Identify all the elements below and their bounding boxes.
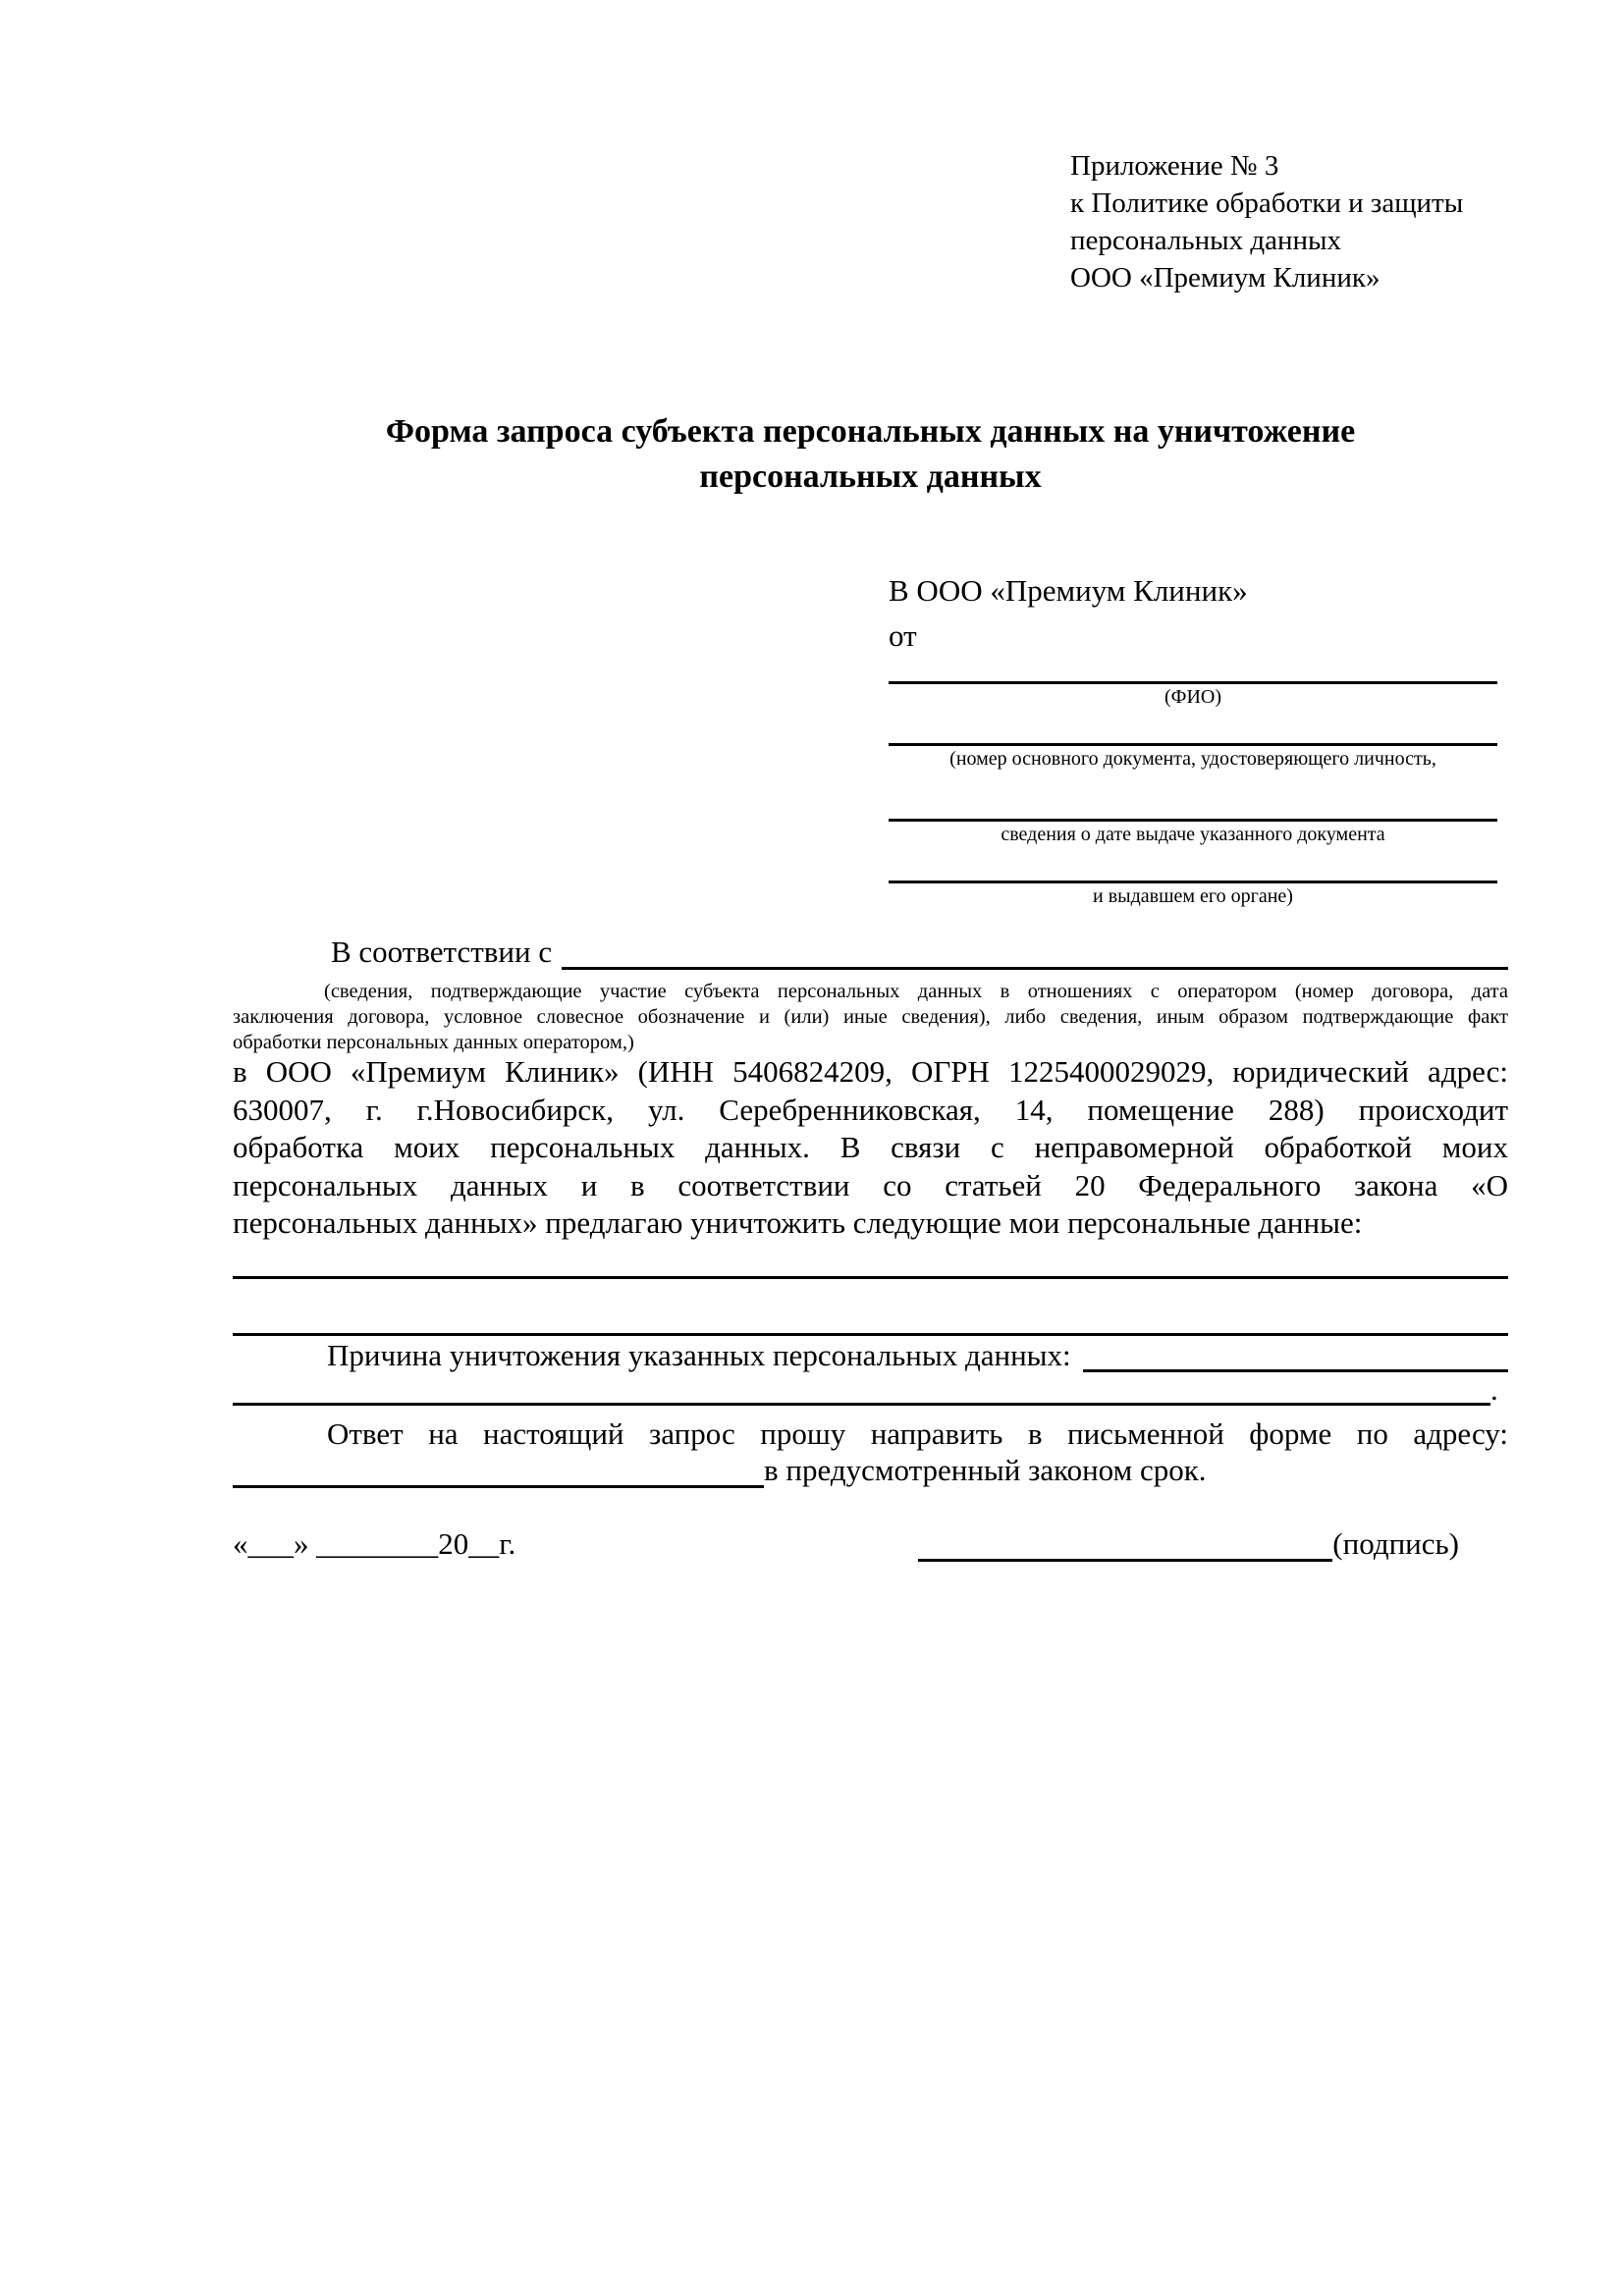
note-line: заключения договора, условное словесное обозначение и (или) иные сведения), либо сведения, иным образом подтверждающие факт: [233, 1006, 1508, 1028]
annex-line: Приложение № 3: [1070, 150, 1279, 182]
reason-period: .: [1490, 1372, 1498, 1407]
signature-block: [918, 1524, 1459, 1564]
body-line: 630007, г. г.Новосибирск, ул. Серебренниковская, 14, помещение 288) происходит: [233, 1092, 1508, 1127]
addressee-to: В ООО «Премиум Клиник»: [889, 573, 1248, 608]
body-line: персональных данных и в соответствии со статьей 20 Федерального закона «О: [233, 1167, 1508, 1202]
accordance-blank-line: [562, 967, 1508, 970]
addressee-block: [889, 571, 1497, 909]
note-line: (сведения, подтверждающие участие субъекта персональных данных в отношениях с оператором (номер договора, дата: [324, 981, 1508, 1002]
note-paragraph: [233, 979, 1508, 1055]
footer-row: [233, 1524, 1508, 1564]
annex-line: персональных данных: [1070, 225, 1342, 256]
reason-blank-line: [1083, 1369, 1508, 1372]
issuing-authority-blank-line: [889, 847, 1497, 883]
accordance-label: В соответствии с: [331, 934, 553, 969]
note-line: обработки персональных данных оператором,): [233, 1032, 634, 1053]
body-line: обработка моих персональных данных. В связи с неправомерной обработкой моих: [233, 1130, 1508, 1164]
document-title: [233, 409, 1508, 500]
title-line: персональных данных: [699, 458, 1042, 495]
issuing-authority-caption: и выдавшем его органе): [1093, 885, 1293, 907]
address-blank-line: [233, 1485, 764, 1488]
annex-line: ООО «Премиум Клиник»: [1070, 262, 1380, 294]
reason-continuation-blank-line: [233, 1403, 1490, 1406]
signature-caption: (подпись): [1332, 1526, 1459, 1561]
body-paragraph: [233, 1053, 1508, 1243]
reason-row: [233, 1337, 1508, 1374]
response-address-row: [233, 1451, 1508, 1490]
doc-number-blank-line: [889, 710, 1497, 746]
date-field: «___» ________20__г.: [233, 1526, 516, 1561]
title-line: Форма запроса субъекта персональных данных на уничтожение: [385, 413, 1356, 450]
accordance-row: [233, 933, 1508, 972]
signature-blank-line: [918, 1559, 1332, 1562]
issue-date-blank-line: [889, 772, 1497, 822]
response-tail: в предусмотренный законом срок.: [764, 1453, 1207, 1487]
reason-continuation-row: [233, 1374, 1508, 1408]
issue-date-caption: сведения о дате выдаче указанного документа: [1001, 824, 1385, 845]
fio-blank-line: [889, 656, 1497, 684]
fio-caption: (ФИО): [1164, 686, 1221, 708]
annex-block: [1070, 147, 1463, 296]
body-line: в ООО «Премиум Клиник» (ИНН 5406824209, ОГРН 1225400029029, юридический адрес:: [233, 1054, 1508, 1089]
response-request-line: Ответ на настоящий запрос прошу направить в письменной форме по адресу:: [327, 1416, 1508, 1451]
annex-line: к Политике обработки и защиты: [1070, 187, 1464, 219]
addressee-from: от: [889, 618, 917, 653]
personal-data-blank-line-2: [233, 1333, 1508, 1336]
doc-number-caption: (номер основного документа, удостоверяющего личность,: [949, 748, 1436, 770]
reason-label: Причина уничтожения указанных персональных данных:: [327, 1338, 1071, 1372]
personal-data-blank-line-1: [233, 1276, 1508, 1279]
body-line: персональных данных» предлагаю уничтожить следующие мои персональные данные:: [233, 1205, 1363, 1240]
